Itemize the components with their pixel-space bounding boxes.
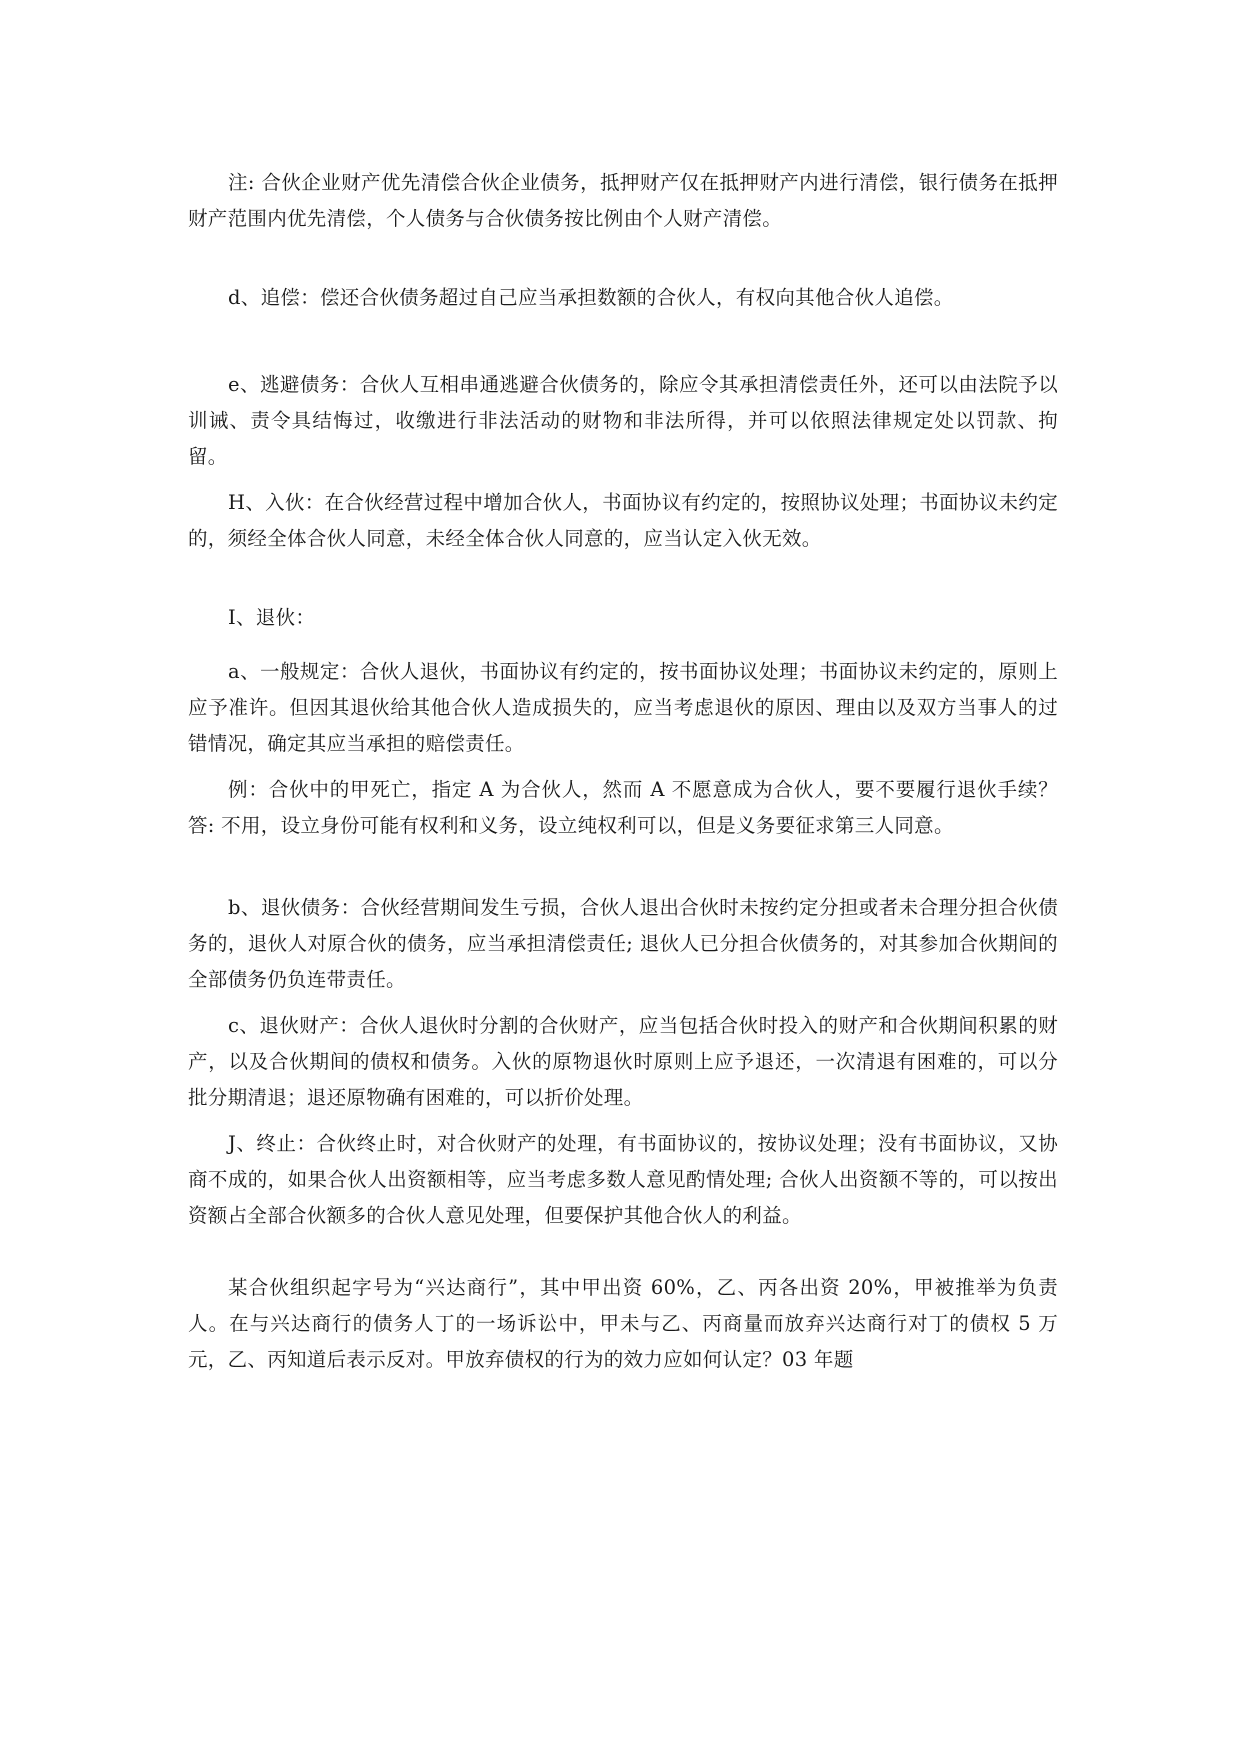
heading-i-withdrawal: I、退伙： (228, 606, 316, 629)
paragraph-a-general-rule: a、一般规定：合伙人退伙，书面协议有约定的，按书面协议处理；书面协议未约定的，原则上应予准许。但因其退伙给其他合伙人造成损失的，应当考虑退伙的原因、理由以及双方当事人的过错情况，确定其应当承担的赔偿责任。 (188, 660, 1058, 755)
note-paragraph: 注: 合伙企业财产优先清偿合伙企业债务，抵押财产仅在抵押财产内进行清偿，银行债务在抵押财产范围内优先清偿，个人债务与合伙债务按比例由个人财产清偿。 (188, 171, 1058, 230)
paragraph-c-withdrawal-property: c、退伙财产：合伙人退伙时分割的合伙财产，应当包括合伙时投入的财产和合伙期间积累的财产，以及合伙期间的债权和债务。入伙的原物退伙时原则上应予退还，一次清退有困难的，可以分批分期清退；退还原物确有困难的，可以折价处理。 (188, 1014, 1058, 1109)
paragraph-example: 例：合伙中的甲死亡，指定 A 为合伙人，然而 A 不愿意成为合伙人，要不要履行退伙手续？答: 不用，设立身份可能有权利和义务，设立纯权利可以，但是义务要征求第三人同意。 (188, 778, 1058, 837)
paragraph-h-joining: H、入伙：在合伙经营过程中增加合伙人，书面协议有约定的，按照协议处理；书面协议未约定的，须经全体合伙人同意，未经全体合伙人同意的，应当认定入伙无效。 (188, 491, 1058, 550)
paragraph-e-evading-debts: e、逃避债务：合伙人互相串通逃避合伙债务的，除应令其承担清偿责任外，还可以由法院予以训诫、责令具结悔过，收缴进行非法活动的财物和非法所得，并可以依照法律规定处以罚款、拘留。 (188, 373, 1058, 468)
paragraph-b-withdrawal-debts: b、退伙债务：合伙经营期间发生亏损，合伙人退出合伙时未按约定分担或者未合理分担合伙债务的，退伙人对原合伙的债务，应当承担清偿责任; 退伙人已分担合伙债务的，对其参加合伙期间的全部债务仍负连带责任。 (188, 896, 1058, 991)
paragraph-case-question: 某合伙组织起字号为“兴达商行”，其中甲出资 60%，乙、丙各出资 20%，甲被推举为负责人。在与兴达商行的债务人丁的一场诉讼中，甲未与乙、丙商量而放弃兴达商行对丁的债权 5 万元，乙、丙知道后表示反对。甲放弃债权的行为的效力应如何认定？03 年题 (188, 1276, 1058, 1371)
paragraph-j-termination: J、终止：合伙终止时，对合伙财产的处理，有书面协议的，按协议处理；没有书面协议，又协商不成的，如果合伙人出资额相等，应当考虑多数人意见酌情处理; 合伙人出资额不等的，可以按出资额占全部合伙额多的合伙人意见处理，但要保护其他合伙人的利益。 (188, 1132, 1058, 1227)
paragraph-d-recourse: d、追偿：偿还合伙债务超过自己应当承担数额的合伙人，有权向其他合伙人追偿。 (228, 286, 954, 309)
